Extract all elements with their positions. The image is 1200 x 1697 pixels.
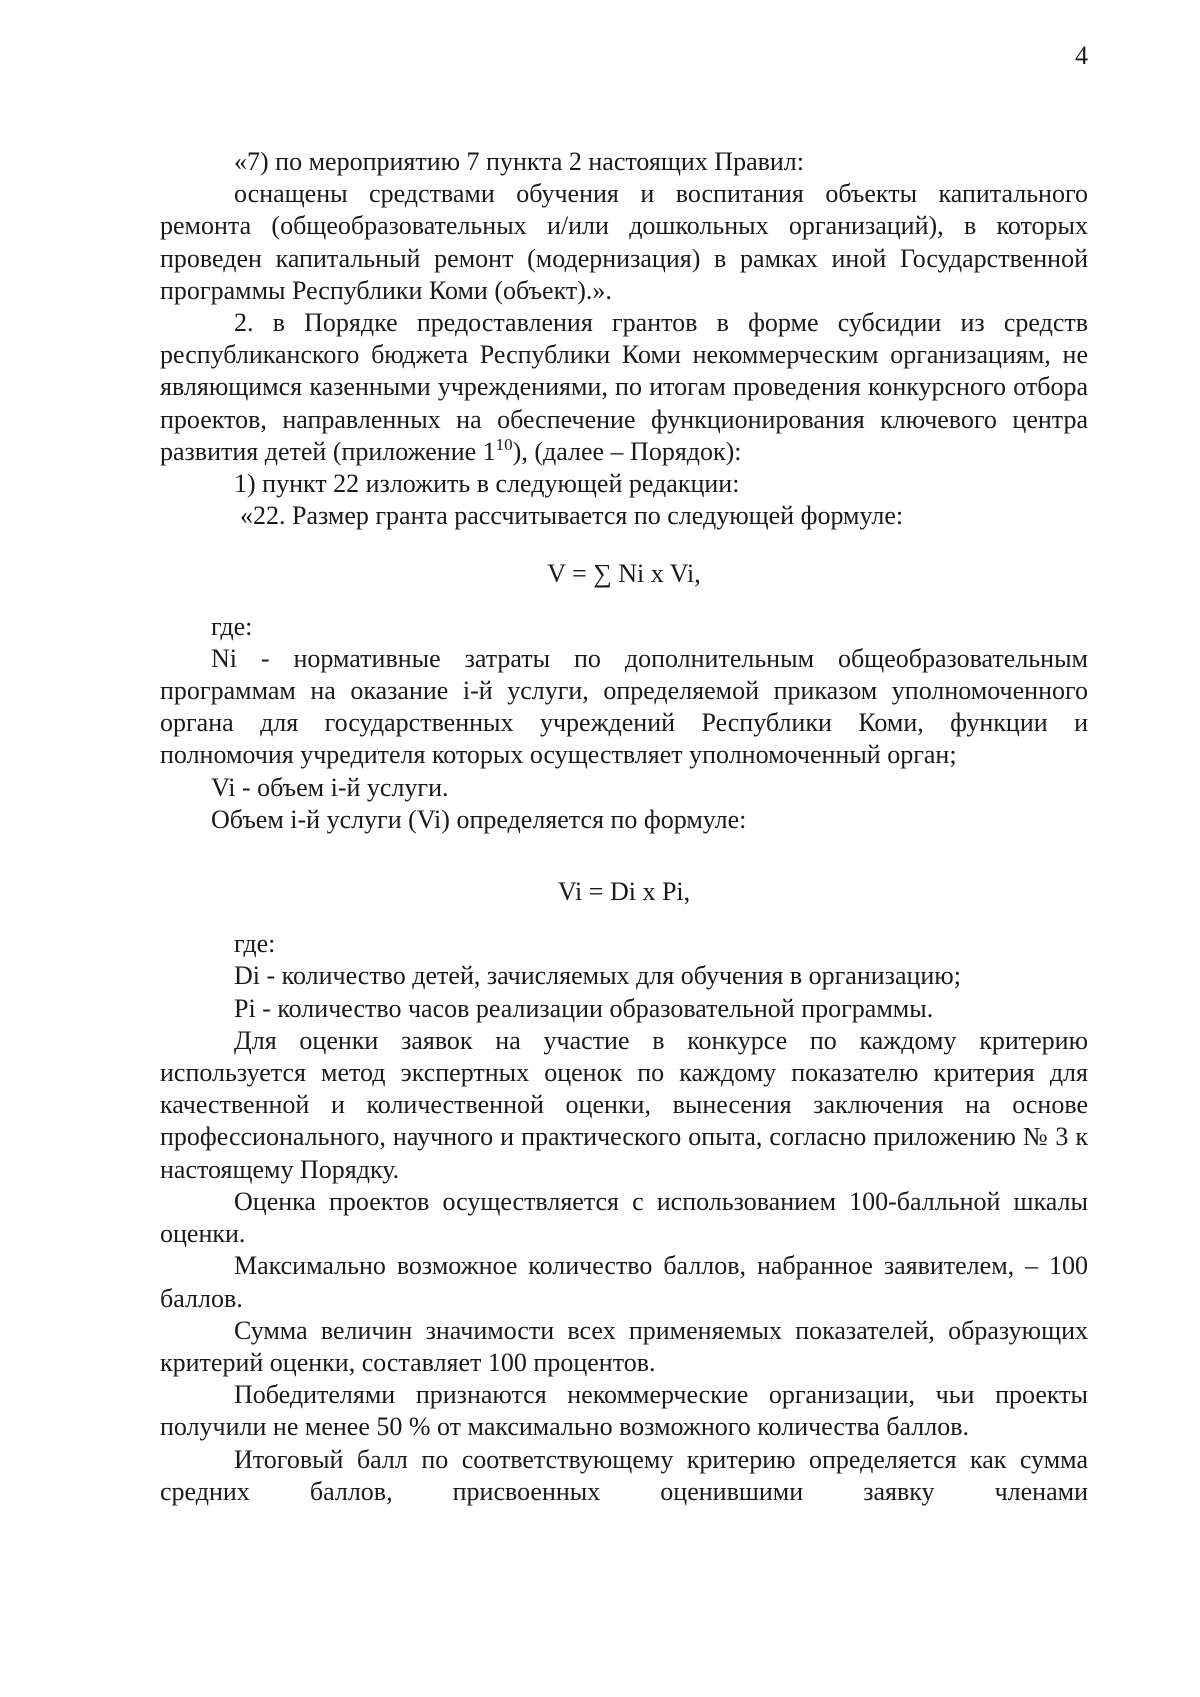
paragraph-item-22-edit: 1) пункт 22 изложить в следующей редакции: — [234, 469, 740, 499]
paragraph-grant-order — [160, 307, 1088, 468]
paragraph-grant-order-tail: ), (далее – Порядок): — [512, 436, 742, 466]
paragraph-grant-size: «22. Размер гранта рассчитывается по следующей формуле: — [240, 501, 904, 531]
paragraph-vi-formula-intro: Объем i-й услуги (Vi) определяется по формуле: — [211, 804, 747, 834]
where-label-1: где: — [211, 611, 253, 641]
definition-vi: Vi - объем i-й услуги. — [211, 772, 449, 802]
paragraph-significance-sum: Сумма величин значимости всех применяемых показателей, образующих критерий оценки, составляет 100 процентов. — [160, 1315, 1088, 1377]
document-body — [160, 146, 1088, 1508]
paragraph-grant-order-text: 2. в Порядке предоставления грантов в форме субсидии из средств республиканского бюджета Республики Коми некоммерческим организациям, не являющимся казенными учреждениями, по итогам проведения конкурсного отбора проектов, направленных на обеспечение функционирования ключевого центра развития детей (приложение 1 — [160, 308, 1088, 466]
formula-service-volume: Vi = Di x Pi, — [557, 877, 691, 907]
superscript-annex: 10 — [495, 434, 513, 454]
paragraph-final-score: Итоговый балл по соответствующему критерию определяется как сумма средних баллов, присвоенных оценившими заявку членами — [160, 1444, 1088, 1506]
formula-grant-size: V = ∑ Ni x Vi, — [547, 559, 701, 589]
paragraph-winners: Победителями признаются некоммерческие организации, чьи проекты получили не менее 50 % от максимально возможного количества баллов. — [160, 1380, 1088, 1442]
page-number: 4 — [1075, 41, 1088, 70]
paragraph-max-score: Максимально возможное количество баллов, набранное заявителем, – 100 баллов. — [160, 1251, 1088, 1313]
paragraph-item-7: «7) по мероприятию 7 пункта 2 настоящих Правил: — [234, 147, 805, 176]
definition-pi: Pi - количество часов реализации образовательной программы. — [234, 993, 934, 1023]
paragraph-expert-evaluation: Для оценки заявок на участие в конкурсе по каждому критерию используется метод экспертных оценок по каждому показателю критерия для качественной и количественной оценки, вынесения заключения на основе профессионального, научного и практического опыта, согласно приложению № 3 к настоящему Порядку. — [160, 1025, 1088, 1184]
where-label-2: где: — [234, 929, 276, 959]
definition-di: Di - количество детей, зачисляемых для обучения в организацию; — [234, 961, 961, 991]
definition-ni: Ni - нормативные затраты по дополнительным общеобразовательным программам на оказание i-й услуги, определяемой приказом уполномоченного органа для государственных учреждений Республики Коми, функции и полномочия учредителя которых осуществляет уполномоченный орган; — [160, 643, 1088, 770]
paragraph-equipped-objects: оснащены средствами обучения и воспитания объекты капитального ремонта (общеобразовательных и/или дошкольных организаций), в которых проведен капитальный ремонт (модернизация) в рамках иной Государственной программы Республики Коми (объект).». — [160, 179, 1088, 305]
paragraph-score-scale: Оценка проектов осуществляется с использованием 100-балльной шкалы оценки. — [160, 1186, 1088, 1249]
